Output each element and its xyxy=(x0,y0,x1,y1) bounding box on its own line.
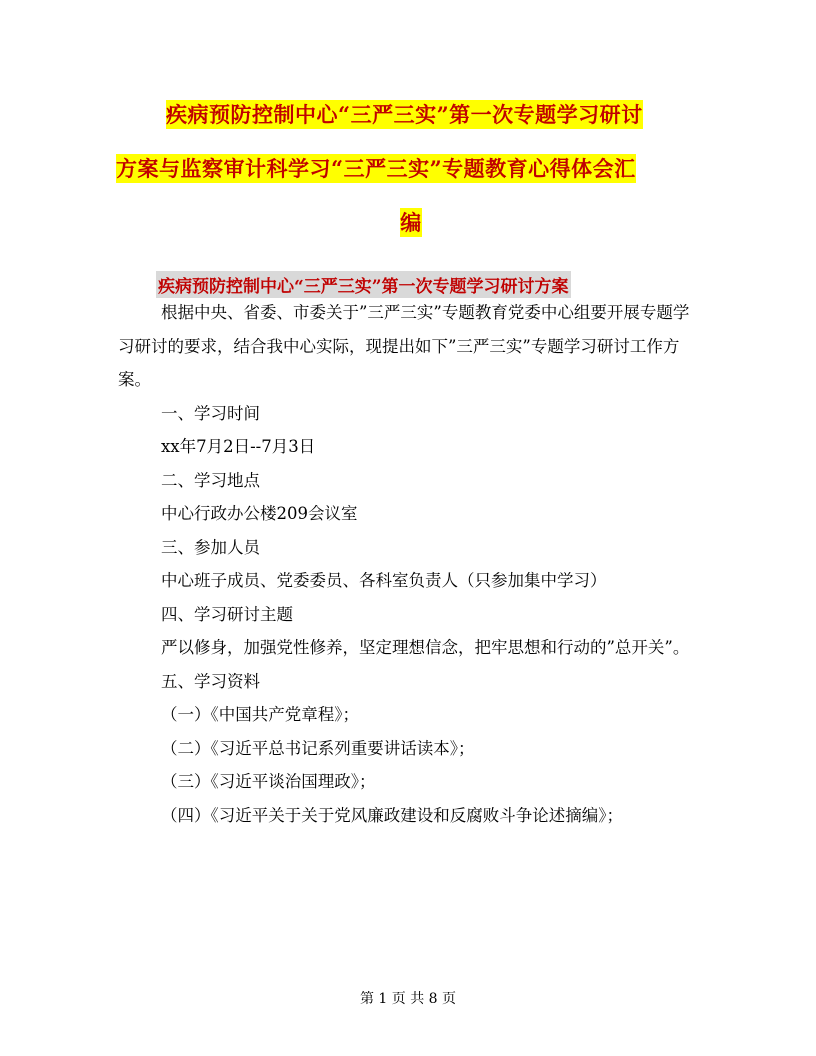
material-item: （一）《中国共产党章程》； xyxy=(161,705,359,724)
title-line-2: 方案与监察审计科学习“三严三实”专题教育心得体会汇 xyxy=(116,156,636,181)
document-body xyxy=(118,296,703,832)
document-title xyxy=(116,88,706,250)
page-footer: 第 1 页 共 8 页 xyxy=(359,991,457,1007)
title-line-3: 编 xyxy=(400,210,422,235)
study-place-value: 中心行政办公楼209会议室 xyxy=(161,504,358,523)
heading-study-time: 一、学习时间 xyxy=(161,403,260,423)
theme-paragraph: 严以修身，加强党性修养，坚定理想信念，把牢思想和行动的”总开关”。 xyxy=(161,638,690,657)
heading-study-place: 二、学习地点 xyxy=(161,470,260,490)
material-item: （三）《习近平谈治国理政》； xyxy=(161,772,376,791)
heading-theme: 四、学习研讨主题 xyxy=(161,604,293,624)
intro-paragraph: 根据中央、省委、市委关于”三严三实”专题教育党委中心组要开展专题学习研讨的要求，结合我中心实际，现提出如下”三严三实”专题学习研讨工作方案。 xyxy=(118,303,690,389)
heading-materials: 五、学习资料 xyxy=(161,671,260,691)
study-time-value: xx年7月2日--7月3日 xyxy=(161,437,316,456)
title-line-1: 疾病预防控制中心“三严三实”第一次专题学习研讨 xyxy=(166,102,643,127)
heading-participants: 三、参加人员 xyxy=(161,537,260,557)
material-item: （二）《习近平总书记系列重要讲话读本》； xyxy=(161,738,475,758)
participants-value: 中心班子成员、党委委员、各科室负责人（只参加集中学习） xyxy=(161,571,607,590)
material-item: （四）《习近平关于关于党风廉政建设和反腐败斗争论述摘编》； xyxy=(161,805,623,825)
section-heading: 疾病预防控制中心“三严三实”第一次专题学习研讨方案 xyxy=(156,271,571,298)
